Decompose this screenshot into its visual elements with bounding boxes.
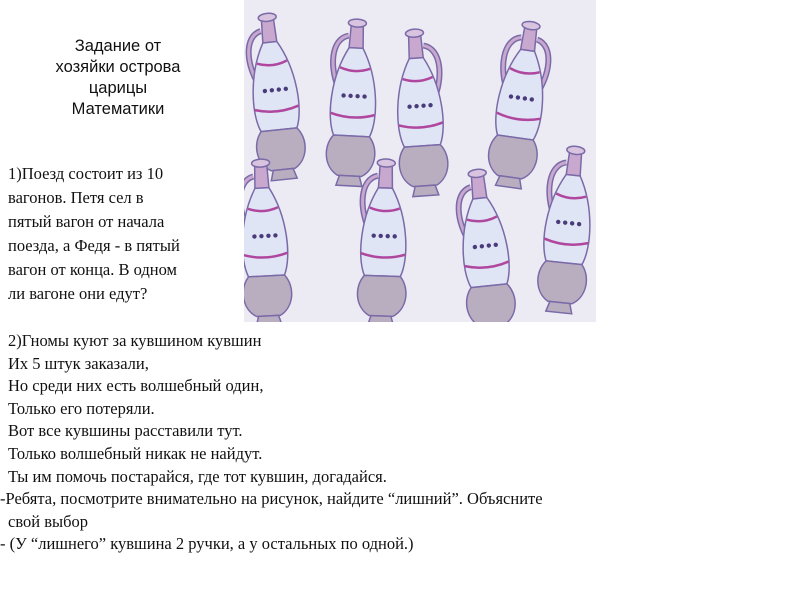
poem-line: Только волшебный никак не найдут.	[8, 443, 263, 463]
task-2-text	[0, 330, 800, 556]
jug-body	[329, 47, 379, 137]
poem-line: Их 5 штук заказали,	[8, 353, 149, 373]
task-1-line: поезда, а Федя - в пятый	[8, 236, 180, 255]
jug-body	[457, 196, 511, 288]
heading-line: царицы	[88, 79, 148, 97]
heading-line: хозяйки острова	[55, 58, 181, 76]
poem-line: Ты им помочь постарайся, где тот кувшин, догадайся.	[8, 466, 387, 486]
task-1-text	[8, 162, 240, 306]
jug-lip	[377, 159, 395, 168]
jug	[244, 158, 293, 322]
answer-line: - (У “лишнего” кувшина 2 ручки, а у остальных по одной.)	[0, 534, 414, 554]
jug-foot	[336, 175, 362, 186]
jug-lip	[348, 19, 366, 28]
jug	[325, 18, 382, 187]
jug-lip	[251, 159, 269, 168]
jug-base	[244, 275, 293, 317]
jug	[390, 27, 450, 197]
task-1-line: вагонов. Петя сел в	[8, 188, 144, 207]
jug	[484, 18, 555, 190]
heading-line: Математики	[71, 100, 165, 118]
jugs-svg	[244, 0, 596, 322]
jug-foot	[256, 315, 282, 322]
jug-body	[247, 40, 301, 132]
task-1-line: ли вагоне они едут?	[8, 284, 148, 303]
poem-line: Вот все кувшины расставили тут.	[8, 421, 243, 441]
jug-base	[325, 135, 376, 177]
poem-line: Но среди них есть волшебный один,	[8, 376, 264, 396]
jug	[453, 167, 519, 322]
jug-lip	[405, 29, 424, 38]
jug-foot	[368, 315, 394, 322]
jug-base	[536, 260, 588, 305]
poem-line: 2)Гномы куют за кувшином кувшин	[8, 331, 262, 350]
task-1-line: вагон от конца. В одном	[8, 260, 177, 279]
jug	[244, 11, 308, 182]
jug-body	[244, 187, 289, 277]
prompt-line: -Ребята, посмотрите внимательно на рисунок, найдите “лишний”. Объясните	[0, 489, 543, 509]
jug	[356, 158, 410, 322]
jug-base	[465, 283, 517, 322]
task-heading	[28, 36, 208, 120]
prompt-line: свой выбор	[8, 511, 88, 531]
jug-foot	[546, 301, 573, 314]
jug-body	[360, 187, 408, 277]
jugs-illustration	[244, 0, 596, 322]
task-1-line: 1)Поезд состоит из 10	[8, 164, 164, 183]
jug-base	[398, 144, 449, 187]
task-1-line: пятый вагон от начала	[8, 212, 165, 231]
jug-foot	[412, 185, 439, 197]
jug-base	[357, 275, 407, 317]
poem-line: Только его потеряли.	[8, 398, 155, 418]
jug	[535, 144, 596, 315]
jug-foot	[270, 168, 297, 181]
jug-base	[486, 134, 540, 180]
heading-line: Задание от	[74, 37, 162, 55]
